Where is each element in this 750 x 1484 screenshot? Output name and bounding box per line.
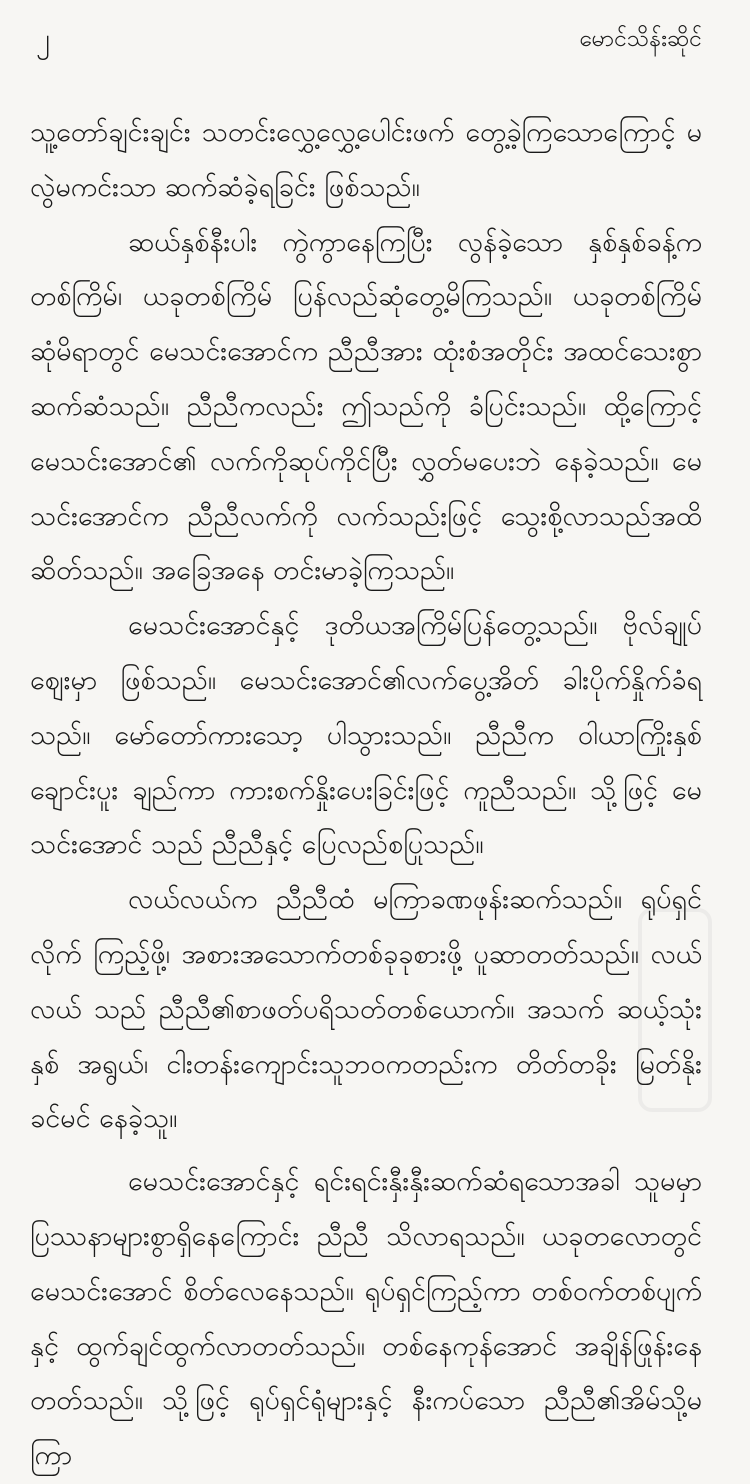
page-number: ၂ [36, 22, 50, 55]
paragraph-2: ဆယ်နှစ်နီးပါး ကွဲကွာနေကြပြီး လွန်ခဲ့သော နှစ်နှစ်ခန့်က တစ်ကြိမ်၊ ယခုတစ်ကြိမ် ပြန်လည်ဆုံတွေ့မိကြသည်။ ယခုတစ်ကြိမ် ဆုံမိရာတွင် မေသင်းအောင်က ညီညီအား ထုံးစံအတိုင်း အထင်သေးစွာ ဆက်ဆံသည်။ ညီညီကလည်း ဤသည်ကို ခံပြင်းသည်။ ထို့ကြောင့် မေသင်းအောင်၏ လက်ကိုဆုပ်ကိုင်ပြီး လွှတ်မပေးဘဲ နေခဲ့သည်။ မေသင်းအောင်က ညီညီလက်ကို လက်သည်းဖြင့် သွေးစို့လာသည်အထိ ဆိတ်သည်။ အခြေအနေ တင်းမာခဲ့ကြသည်။ [30, 226, 702, 587]
running-title: မောင်သိန်းဆိုင် [579, 26, 702, 52]
paragraph-5: မေသင်းအောင်နှင့် ရင်းရင်းနှီးနှီးဆက်ဆံရသောအခါ သူမမှာ ပြဿနာများစွာရှိနေကြောင်း ညီညီ သိလာရသည်။ ယခုတလောတွင် မေသင်းအောင် စိတ်လေနေသည်။ ရုပ်ရှင်ကြည့်ကာ တစ်ဝက်တစ်ပျက် နှင့် ထွက်ချင်ထွက်လာတတ်သည်။ တစ်နေကုန်အောင် အချိန်ဖြုန်းနေ တတ်သည်။ သို့ဖြင့် ရုပ်ရှင်ရုံများနှင့် နီးကပ်သော ညီညီ၏အိမ်သို့မကြာ [30, 1166, 702, 1472]
body-text [30, 106, 702, 1484]
paragraph-1: သူ့တော်ချင်းချင်း သတင်းလွှေ့လွှေ့ပေါင်းဖက် တွေ့ခဲ့ကြသောကြောင့် မလွဲမကင်းသာ ဆက်ဆံခဲ့ရခြင်း ဖြစ်သည်။ [30, 117, 702, 203]
paragraph-3: မေသင်းအောင်နှင့် ဒုတိယအကြိမ်ပြန်တွေ့သည်။ ဗိုလ်ချုပ်ဈေးမှာ ဖြစ်သည်။ မေသင်းအောင်၏လက်ပွေ့အိတ် ခါးပိုက်နှိုက်ခံရသည်။ မော်တော်ကားသော့ ပါသွားသည်။ ညီညီက ဝါယာကြိုးနှစ်ချောင်းပူး ချည်ကာ ကားစက်နှိုးပေးခြင်းဖြင့် ကူညီသည်။ သို့ဖြင့် မေသင်းအောင် သည် ညီညီနှင့် ပြေလည်စပြုသည်။ [30, 610, 702, 861]
running-header [30, 22, 702, 82]
paragraph-4: လယ်လယ်က ညီညီထံ မကြာခဏဖုန်းဆက်သည်။ ရုပ်ရှင်လိုက် ကြည့်ဖို့၊ အစားအသောက်တစ်ခုခုစားဖို့ ပူဆာတတ်သည်။ လယ်လယ် သည် ညီညီ၏စာဖတ်ပရိသတ်တစ်ယောက်။ အသက် ဆယ့်သုံးနှစ် အရွယ်၊ ငါးတန်းကျောင်းသူဘဝကတည်းက တိတ်တခိုး မြတ်နိုးခင်မင် နေခဲ့သူ။ [30, 884, 702, 1135]
